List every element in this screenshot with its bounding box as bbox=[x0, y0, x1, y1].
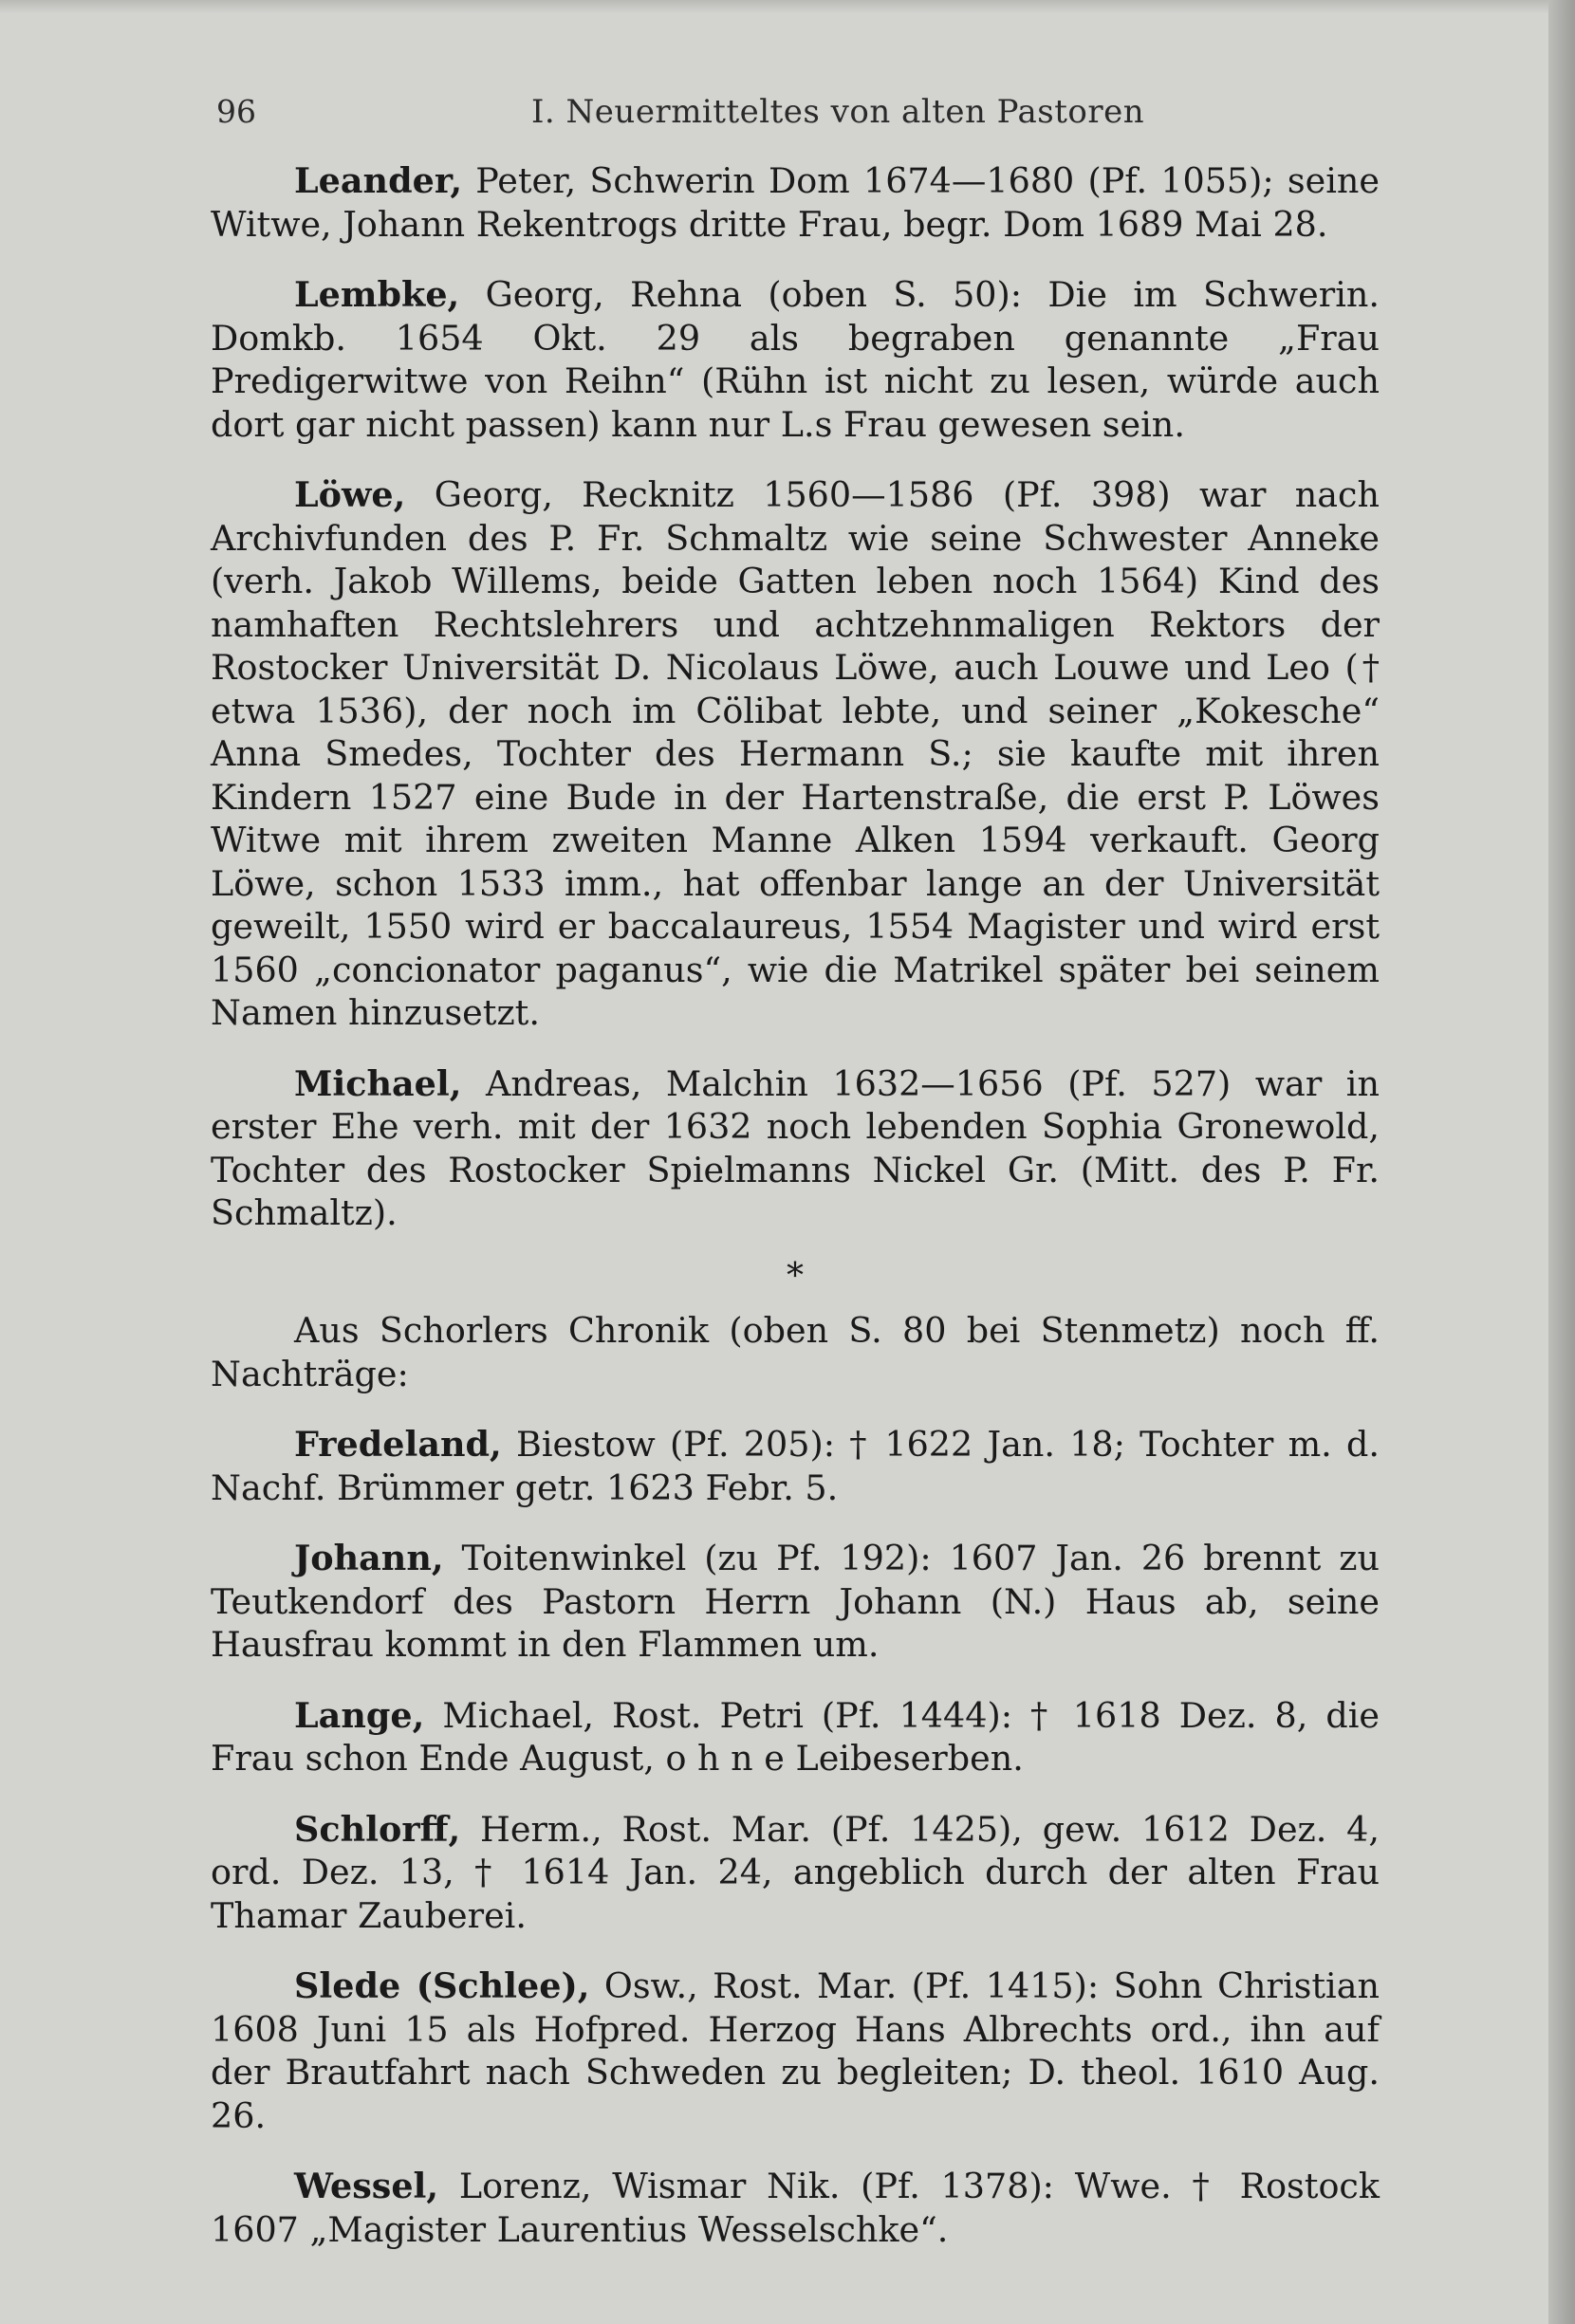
entry-text: Georg, Rehna (oben S. 50): Die im Schwerin. Domkb. 1654 Okt. 29 als begraben genannte „Frau Predigerwitwe von Reihn“ (Rühn ist nicht zu lesen, würde auch dort gar nicht passen) kann nur L.s Frau gewesen sein. bbox=[211, 274, 1380, 445]
entry-leander bbox=[211, 159, 1380, 246]
entry-name: Lange, bbox=[294, 1694, 425, 1736]
page-edge bbox=[1548, 0, 1575, 2324]
entry-name: Leander, bbox=[294, 160, 463, 201]
entry-schlorff bbox=[211, 1808, 1380, 1938]
intro-paragraph: Aus Schorlers Chronik (oben S. 80 bei Stenmetz) noch ff. Nachträge: bbox=[211, 1310, 1380, 1394]
entry-lange bbox=[211, 1694, 1380, 1780]
entry-text: Toitenwinkel (zu Pf. 192): 1607 Jan. 26 brennt zu Teutkendorf des Pastorn Herrn Johann (N.) Haus ab, seine Hausfrau kommt in den Flammen um. bbox=[211, 1538, 1380, 1665]
entry-lembke bbox=[211, 273, 1380, 446]
entry-name: Wessel, bbox=[294, 2166, 439, 2206]
entry-text: Michael, Rost. Petri (Pf. 1444): † 1618 Dez. 8, die Frau schon Ende August, o h n e Leibeserben. bbox=[211, 1694, 1380, 1779]
entry-name: Michael, bbox=[294, 1062, 462, 1104]
entry-text: Peter, Schwerin Dom 1674—1680 (Pf. 1055); seine Witwe, Johann Rekentrogs dritte Frau, begr. Dom 1689 Mai 28. bbox=[211, 160, 1380, 245]
entry-name: Fredeland, bbox=[294, 1424, 502, 1465]
running-title: I. Neuermitteltes von alten Pastoren bbox=[531, 93, 1145, 131]
entry-text: Andreas, Malchin 1632—1656 (Pf. 527) war in erster Ehe verh. mit der 1632 noch lebenden Sophia Gronewold, Tochter des Rostocker Spielmanns Nickel Gr. (Mitt. des P. Fr. Schmaltz). bbox=[211, 1062, 1380, 1233]
entry-name: Lembke, bbox=[294, 274, 460, 315]
entry-wessel bbox=[211, 2165, 1380, 2251]
entry-text: Osw., Rost. Mar. (Pf. 1415): Sohn Christian 1608 Juni 15 als Hofpred. Herzog Hans Albrechts ord., ihn auf der Brautfahrt nach Schweden zu begleiten; D. theol. 1610 Aug. 26. bbox=[211, 1965, 1380, 2136]
section-separator: * bbox=[787, 1256, 804, 1296]
entry-name: Johann, bbox=[294, 1538, 444, 1578]
entry-name: Slede (Schlee), bbox=[294, 1965, 590, 2006]
entry-johann bbox=[211, 1537, 1380, 1667]
entry-michael bbox=[211, 1062, 1380, 1235]
entry-text: Georg, Recknitz 1560—1586 (Pf. 398) war nach Archivfunden des P. Fr. Schmaltz wie seine Schwester Anneke (verh. Jakob Willems, beide Gatten leben noch 1564) Kind des namhaften Rechtslehrers und achtzehnmaligen Rektors der Rostocker Universität D. Nicolaus Löwe, auch Louwe und Leo († etwa 1536), der noch im Cölibat lebte, und seiner „Kokesche“ Anna Smedes, Tochter des Hermann S.; sie kaufte mit ihren Kindern 1527 eine Bude in der Hartenstraße, die erst P. Löwes Witwe mit ihrem zweiten Manne Alken 1594 verkauft. Georg Löwe, schon 1533 imm., hat offenbar lange an der Universität geweilt, 1550 wird er baccalaureus, 1554 Magister und wird erst 1560 „concionator paganus“, wie die Matrikel später bei seinem Namen hinzusetzt. bbox=[211, 474, 1380, 1033]
entry-fredeland bbox=[211, 1423, 1380, 1509]
entry-text: Herm., Rost. Mar. (Pf. 1425), gew. 1612 Dez. 4, ord. Dez. 13, † 1614 Jan. 24, angeblich durch der alten Frau Thamar Zauberei. bbox=[211, 1808, 1380, 1936]
entry-text: Lorenz, Wismar Nik. (Pf. 1378): Wwe. † Rostock 1607 „Magister Laurentius Wesselschke“. bbox=[211, 2166, 1380, 2250]
entry-slede bbox=[211, 1964, 1380, 2137]
page-body bbox=[211, 159, 1380, 2278]
page-number: 96 bbox=[216, 93, 256, 130]
top-shadow bbox=[0, 0, 1575, 13]
entry-name: Schlorff, bbox=[294, 1808, 461, 1850]
entry-text: Biestow (Pf. 205): † 1622 Jan. 18; Tochter m. d. Nachf. Brümmer getr. 1623 Febr. 5. bbox=[211, 1424, 1380, 1508]
entry-name: Löwe, bbox=[294, 474, 406, 515]
entry-loewe bbox=[211, 473, 1380, 1035]
